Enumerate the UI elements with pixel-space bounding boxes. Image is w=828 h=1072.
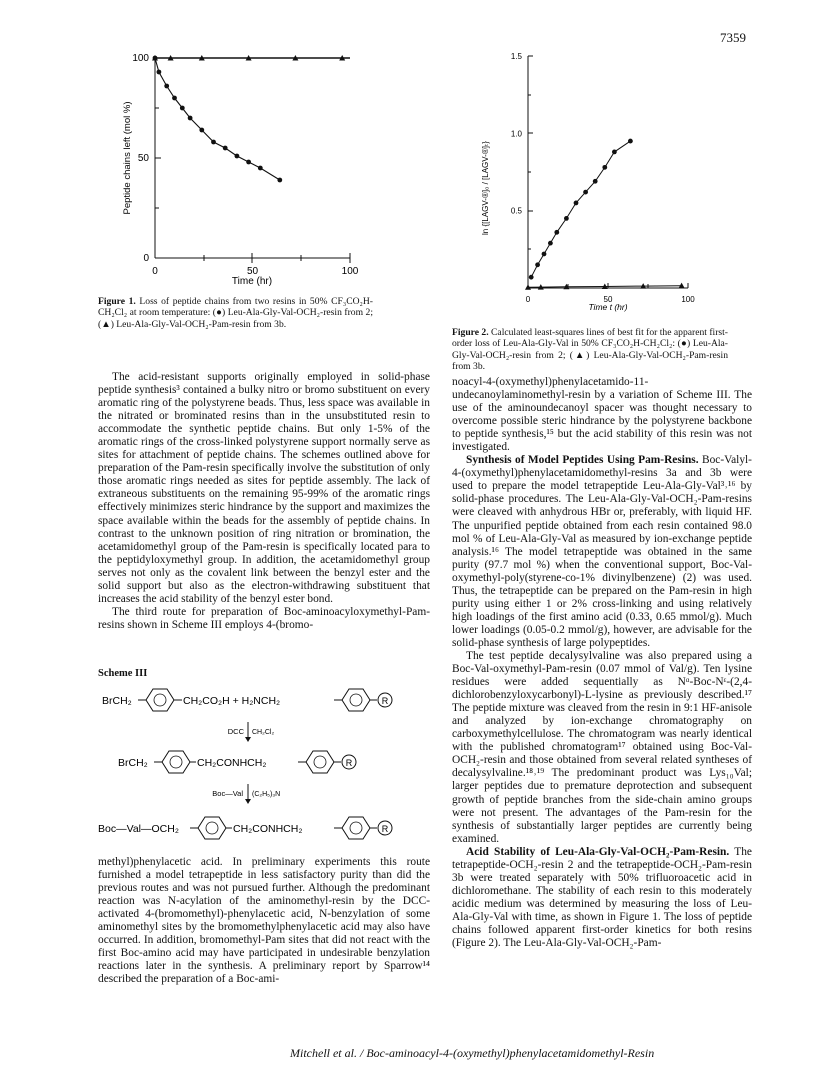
scheme-row3-left: Boc—Val—OCH₂: [98, 823, 179, 835]
fig2-y-tick-label: 0.5: [510, 206, 522, 216]
resin-symbol-2: [342, 755, 356, 769]
page-number: 7359: [720, 30, 746, 45]
figure-2-caption-label: Figure 2.: [452, 327, 489, 338]
figure-1-chart: [100, 48, 360, 288]
right-paragraph-4: The tetrapeptide-OCH₂-resin 2 and the tetrapeptide-OCH₂-Pam-resin 3b were treated separately with 50% trifluoroacetic acid in dichloromethane. The stability of each resin to this moderately acidic medium was determined by measuring the loss of Leu-Ala-Gly-Val with time, as shown in Figure 1. The loss of peptide chains followed apparent first-order kinetics for both resins (Figure 2). The Leu-Ala-Gly-Val-OCH₂-Pam-: [452, 845, 752, 950]
fig1-point-circle: [246, 160, 251, 165]
benzene-ring-1: [146, 689, 174, 711]
scheme-row2-left: BrCH₂: [118, 757, 148, 769]
right-column: [452, 376, 752, 950]
fig1-y-tick-label: 50: [137, 153, 149, 164]
fig1-point-circle: [188, 116, 193, 121]
fig2-axes: [528, 56, 688, 288]
benzene-ring-2: [342, 689, 370, 711]
fig1-point-circle: [277, 178, 282, 183]
fig1-x-tick-label: 100: [341, 266, 359, 277]
figure-2-chart: [470, 48, 710, 318]
resin-symbol-3: [378, 821, 392, 835]
scheme-row2-mid: CH₂CONHCH₂: [197, 757, 267, 769]
scheme-row1-left: BrCH₂: [102, 695, 132, 707]
fig2-point-circle: [612, 149, 617, 154]
fig2-point-circle: [542, 252, 547, 257]
fig2-y-tick-label: 1.0: [510, 129, 522, 139]
figure-2-caption: [452, 327, 728, 373]
left-column-lower: [98, 856, 430, 986]
scheme-arrow2-base: (C₂H₅)₃N: [252, 791, 281, 798]
left-paragraph-3: methyl)phenylacetic acid. In preliminary experiments this route furnished a model tetrapeptide in less satisfactory purity than did the previous routes and was not pursued further. Although the predominant reaction was N-acylation of the aminomethyl-resin by the DCC-activated 4-(bromomethyl)-phenylacetic acid, N-benzylation of some aminomethyl sites by the bromomethylphenylacetic acid may also have occurred. In addition, bromomethyl-Pam sites that did not react with the first Boc-amino acid may have participated in undesirable benzylation reactions later in the synthesis. A preliminary report by Sparrow¹⁴ described the preparation of a Boc-ami-: [98, 856, 430, 986]
fig1-x-axis-label: Time (hr): [231, 276, 273, 287]
fig2-point-circle: [574, 201, 579, 206]
benzene-ring-4: [306, 751, 334, 773]
fig2-point-circle: [548, 241, 553, 246]
fig1-point-circle: [180, 106, 185, 111]
scheme-arrow1-solvent: CH₂Cl₂: [252, 729, 275, 736]
fig1-y-tick-label: 100: [132, 53, 149, 64]
fig1-x-tick-label: 0: [152, 266, 158, 277]
svg-text:R: R: [381, 824, 389, 834]
fig1-axes: [155, 58, 350, 263]
scheme-arrow1-reagent: DCC: [227, 727, 244, 736]
scheme-row1-mid: CH₂CO₂H + H₂NCH₂: [183, 695, 281, 707]
fig1-series-circle-line: [155, 58, 280, 180]
running-footer: Mitchell et al. / Boc-aminoacyl-4-(oxymethyl)phenylacetamidomethyl-Resin: [290, 1046, 655, 1060]
svg-text:R: R: [345, 758, 353, 768]
left-paragraph-1: The acid-resistant supports originally employed in solid-phase peptide synthesis³ contained a bulky nitro or bromo substituent on every aromatic ring of the polystyrene beads. Thus, less space was available in the nitrated or brominated resins than in the unsubstituted resin to accommodate the synthetic peptide chains. But only 1-5% of the aromatic rings of the cross-linked polystyrene support normally serve as sites for attachment of peptide chains. The schemes outlined above for preparation of the Pam-resin specifically involve the substitution of only those aromatic rings needed as sites for peptide assembly. The lack of extraneous substituents on the remaining 95-99% of the aromatic rings effectively minimizes steric hindrance by the support and maximizes the space available within the beads for the assembly of peptide chains. In contrast to the unknown position of ring nitration or bromination, the acetamidomethyl group of the Pam-resin is specifically located para to the peptidyloxymethyl group. In addition, the acetamidomethyl group serves not only as the covalent link between the benzyl ester and the solid support but also as the electron-withdrawing substituent that increases the acid stability of the benzyl ester bond.: [98, 371, 430, 605]
benzene-ring-3: [162, 751, 190, 773]
scheme-arrow2-reagent: Boc—Val: [212, 789, 243, 798]
fig2-x-axis-label: Time t (hr): [588, 302, 628, 312]
fig2-series-circle-line: [531, 141, 630, 277]
fig2-point-circle: [564, 216, 569, 221]
fig1-point-circle: [258, 166, 263, 171]
scheme-iii-diagram: [98, 682, 430, 852]
left-column-upper: [98, 371, 430, 632]
svg-text:R: R: [381, 696, 389, 706]
section-heading-acid-stability: Acid Stability of Leu-Ala-Gly-Val-OCH₂-Pam-Resin.: [466, 845, 730, 858]
fig1-point-circle: [223, 146, 228, 151]
fig1-point-circle: [199, 128, 204, 133]
fig2-y-tick-label: 1.5: [510, 52, 522, 61]
fig1-point-circle: [211, 140, 216, 145]
resin-symbol-1: [378, 693, 392, 707]
right-paragraph-1: noacyl-4-(oxymethyl)phenylacetamido-11-undecanoylaminomethyl-resin by a variation of Scheme III. The use of the aminoundecanoyl spacer was thought necessary to overcome possible steric hindrance by the polystyrene backbone to peptide synthesis,¹⁵ but the acid stability of this resin was not investigated.: [452, 376, 752, 454]
fig1-y-tick-label: 0: [143, 253, 149, 264]
fig1-point-circle: [172, 96, 177, 101]
fig2-point-circle: [628, 139, 633, 144]
fig2-x-tick-label: 50: [603, 295, 613, 304]
fig2-point-circle: [535, 262, 540, 267]
fig1-point-circle: [164, 84, 169, 89]
fig1-x-tick-label: 50: [246, 266, 259, 277]
scheme-label: Scheme III: [98, 668, 148, 679]
benzene-ring-5: [198, 817, 226, 839]
fig2-point-circle: [593, 179, 598, 184]
fig2-y-axis-label: ln {[LAGV-®]₀ / [LAGV-®]ₜ}: [481, 141, 490, 235]
right-paragraph-2: Boc-Valyl-4-(oxymethyl)phenylacetamidomethyl-resins 3a and 3b were used to prepare the model tetrapeptide Leu-Ala-Gly-Val³˒¹⁶ by solid-phase procedures. The Leu-Ala-Gly-Val-OCH₂-Pam-resins were cleaved with anhydrous HBr or, preferably, with liquid HF. The unpurified peptide obtained from each resin contained 98.0 mol % of Leu-Ala-Gly-Val as measured by ion-exchange peptide analysis.¹⁶ The model tetrapeptide was obtained in the same purity (97.7 mol %) when the conventional support, Boc-Val-oxymethyl-poly(styrene-co-1% divinylbenzene) (2) was used. Thus, the tetrapeptide can be prepared on the Pam-resin in high purity using either 1 or 2% cross-linking and using relatively high loadings of the first amino acid (0.33, 0.65 mmol/g). Much lower loadings (0.05-0.2 mmol/g), however, are advisable for the solid-phase synthesis of large polypeptides.: [452, 454, 752, 649]
fig1-point-circle: [157, 70, 162, 75]
section-heading-model-peptides: Synthesis of Model Peptides Using Pam-Resins.: [466, 454, 699, 467]
figure-2-caption-text: Calculated least-squares lines of best fit for the apparent first-order loss of Leu-Ala-Gly-Val in 50% CF₃CO₂H-CH₂Cl₂: (●) Leu-Ala-Gly-Val-OCH₂-resin from 2; (▲) Leu-Ala-Gly-Val-OCH₂-Pam-resin from 3b.: [452, 327, 728, 373]
fig1-y-axis-label: Peptide chains left (mol %): [122, 101, 133, 215]
fig2-x-tick-label: 0: [525, 295, 531, 304]
figure-1-caption-label: Figure 1.: [98, 296, 136, 307]
figure-1-caption: [98, 296, 373, 330]
fig2-x-tick-label: 100: [681, 295, 695, 304]
fig2-point-circle: [529, 275, 534, 280]
left-paragraph-2: The third route for preparation of Boc-aminoacyloxymethyl-Pam-resins shown in Scheme III employs 4-(bromo-: [98, 605, 430, 631]
scheme-row3-mid: CH₂CONHCH₂: [233, 823, 303, 835]
fig2-point-circle: [583, 190, 588, 195]
right-paragraph-3: The test peptide decalysylvaline was also prepared using a Boc-Val-oxymethyl-Pam-resin (0.07 mmol of Val/g). Ten lysine residues were added sequentially as Nᵅ-Boc-Nᵋ-(2,4-dichlorobenzyloxycarbonyl)-L-lysine as previously described.¹⁷ The peptide mixture was cleaved from the resin in 9:1 HF-anisole and analyzed by ion-exchange chromatography on carboxymethylcellulose. The chromatogram was nearly identical with the published chromatogram¹⁷ obtained using Boc-Val-OCH₂-resin and those obtained from several related syntheses of decalysylvaline.¹⁸˒¹⁹ The predominant product was Lys₁₀Val; larger peptides due to premature deprotection and subsequent growth of peptide branches from the side-chain amino groups were not present. The advantages of the Pam-resin for the synthesis of substantially larger peptides are currently being examined.: [452, 649, 752, 845]
fig2-point-circle: [554, 230, 559, 235]
figure-1-caption-text: Loss of peptide chains from two resins in 50% CF₃CO₂H-CH₂Cl₂ at room temperature: (●) Leu-Ala-Gly-Val-OCH₂-resin from 2; (▲) Leu-Ala-Gly-Val-OCH₂-Pam-resin from 3b.: [98, 296, 373, 330]
fig1-point-circle: [235, 154, 240, 159]
fig2-point-circle: [602, 165, 607, 170]
benzene-ring-6: [342, 817, 370, 839]
